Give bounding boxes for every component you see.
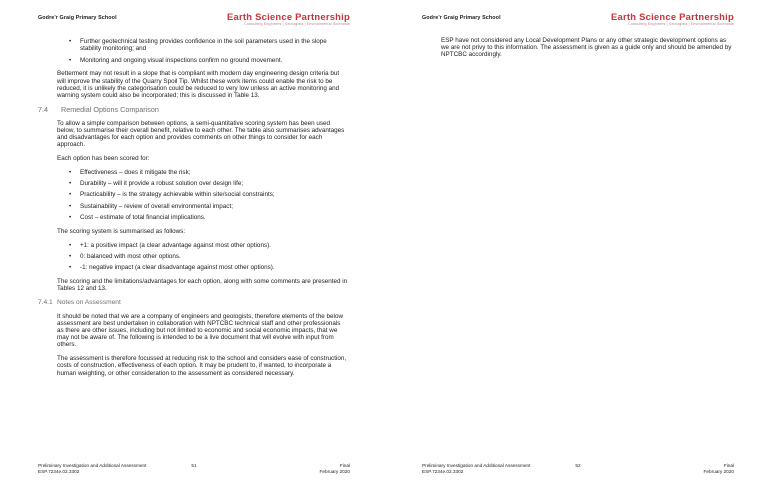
footer-page-number: 52 [575,463,581,469]
paragraph: The scoring system is summarised as follows: [57,227,186,235]
heading-number: 7.4 [38,104,48,114]
bullet-item: • 0: balanced with most other options. [69,253,348,260]
footer-status-info [704,463,735,475]
esp-logo-subtitle: Consulting Engineers | Geologists | Environmental Scientists [628,21,734,26]
paragraph: To allow a simple comparison between options, a semi-quantitative scoring system has been used below, to summarise their overall benefit, relative to each other. The table also summarises advantages and disadvantages for each option and provides comments on other things to consider for each approach. [57,119,345,149]
paragraph: The scoring and the limitations/advantages for each option, along with some comments are presented in Tables 12 and 13. [57,278,348,293]
footer-report-ref: ESP.7234e.02.3302 [38,469,80,475]
bullet-item: • -1: negative impact (a clear disadvantage against most other options). [69,264,348,271]
paragraph: ESP have not considered any Local Development Plans or any other strategic development options as we are not privy to this information. The assessment is given as a guide only and should be amended by NPTCBC accordingly. [441,37,732,59]
esp-logo [227,12,350,26]
esp-logo [611,12,734,26]
page-header [422,12,734,26]
esp-logo-title: Earth Science Partnership [227,11,350,22]
section-heading [38,106,348,114]
esp-logo-subtitle: Consulting Engineers | Geologists | Environmental Scientists [244,21,350,26]
footer-report-ref: ESP.7234e.02.3302 [422,469,464,475]
footer-page-number: 51 [191,463,197,469]
footer-status: Final [339,463,350,469]
heading-number: 7.4.1 [38,298,53,306]
bullet-item: • Cost – estimate of total financial implications. [69,214,348,221]
footer-date: February 2020 [319,469,350,475]
esp-logo-title: Earth Science Partnership [611,11,734,22]
footer-date: February 2020 [703,469,734,475]
footer-report-title: Preliminary Investigation and Additional Assessment [38,463,147,469]
bullet-list [38,38,348,64]
page-content [38,37,348,383]
bullet-list [38,169,348,222]
bullet-item: • +1: a positive impact (a clear advantage against most other options). [69,242,348,249]
paragraph: Betterment may not result in a slope that is compliant with modern day engineering design criteria but will improve the stability of the Quarry Spoil Tip. Whilst these work items could enable the risk to be reduced, it is unlikely the categorisation could be reduced to very low unless an active monitoring and warning system could also be incorporated; this is discussed in Table 13. [57,70,340,99]
document-page [384,0,768,496]
subsection-heading [38,299,348,307]
header-school-name: Godre'r Graig Primary School [38,15,117,21]
page-content [422,37,732,65]
footer-report-title: Preliminary Investigation and Additional Assessment [422,463,531,469]
paragraph: The assessment is therefore focussed at reducing risk to the school and considers ease of construction, costs of construction, effectiveness of each option. It may be prudent to, if wanted, to incorporate a human weighting, or other consideration to the assessment as considered necessary. [57,355,347,377]
paragraph: It should be noted that we are a company of engineers and geologists, therefore elements of the below assessment are best undertaken in collaboration with NPTCBC technical staff and other professionals as there are other issues, including but not limited to economic and social economic impacts, that we may not be aware of. The following is intended to be a live document that will evolve with input from others. [57,312,343,349]
bullet-item: • Practicability – is the strategy achievable within site/social constraints; [69,191,348,198]
page-header [38,12,350,26]
footer-report-info [38,463,146,475]
bullet-item: • Further geotechnical testing provides confidence in the soil parameters used in the slope stability monitoring; and [69,38,348,52]
footer-report-info [422,463,530,475]
bullet-list [38,242,348,272]
bullet-item: • Monitoring and ongoing visual inspections confirm no ground movement. [69,57,348,64]
heading-title: Notes on Assessment [57,298,121,306]
footer-status: Final [723,463,734,469]
header-school-name: Godre'r Graig Primary School [422,15,501,21]
footer-status-info [320,463,351,475]
bullet-item: • Durability – will it provide a robust solution over design life; [69,180,348,187]
heading-title: Remedial Options Comparison [61,104,159,114]
bullet-item: • Effectiveness – does it mitigate the risk; [69,169,348,176]
paragraph: Each option has been scored for: [57,154,150,162]
bullet-item: • Sustainability – review of overall environmental impact; [69,203,348,210]
